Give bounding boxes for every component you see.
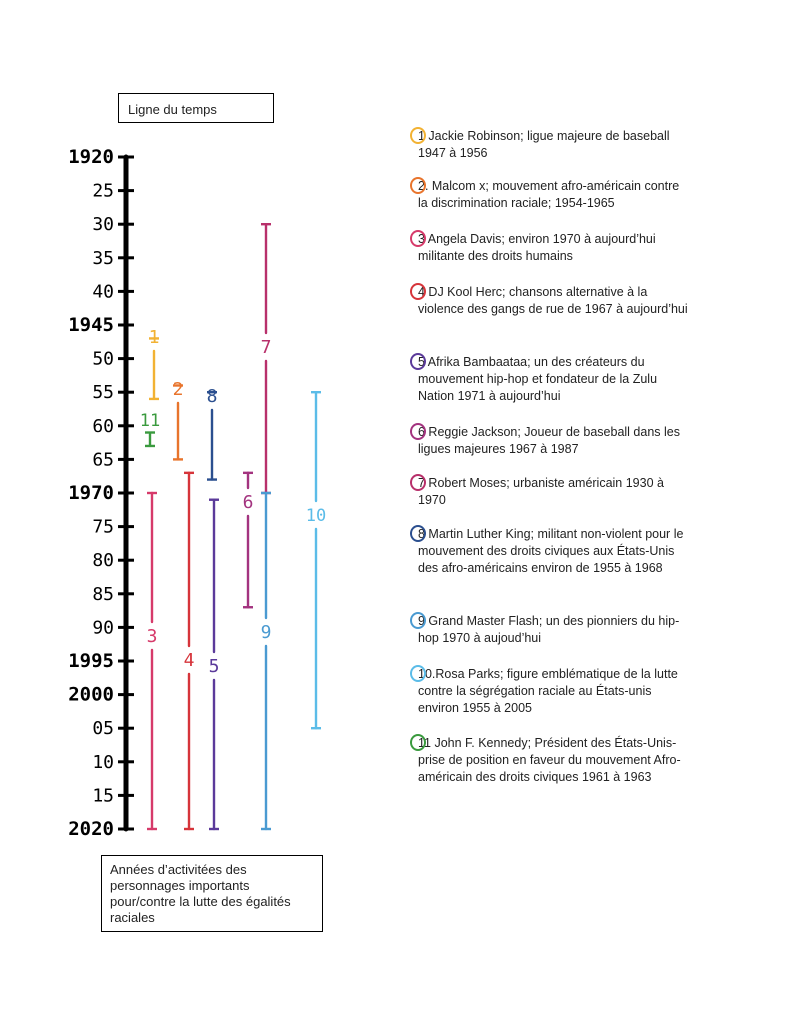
axis-tick-label: 1920: [68, 146, 114, 168]
title-text: Ligne du temps: [128, 102, 217, 117]
legend-marker-circle: [410, 525, 426, 542]
legend-item: [418, 613, 688, 647]
legend-text: 2. Malcom x; mouvement afro-américain contre la discrimination raciale; 1954-1965: [418, 179, 680, 210]
axis-tick-label: 85: [92, 583, 114, 605]
legend-item: [418, 128, 688, 162]
legend-item: [418, 735, 688, 786]
legend-marker-circle: [410, 353, 426, 370]
caption-text: Années d’activitées des personnages importants pour/contre la lutte des égalités raciales: [110, 862, 291, 925]
axis-tick-label: 50: [92, 348, 114, 370]
activity-bar-label-6: 6: [242, 492, 254, 513]
legend-text: 10.Rosa Parks; figure emblématique de la lutte contre la ségrégation raciale au États-unis environ 1955 à 2005: [418, 667, 678, 715]
axis-tick-label: 2000: [68, 683, 114, 706]
axis-tick-label: 35: [92, 247, 114, 269]
activity-bar-label-10: 10: [305, 506, 327, 526]
axis-tick-label: 05: [92, 718, 114, 740]
legend-marker-circle: [410, 230, 426, 247]
caption-box: [101, 855, 323, 932]
timeline-axis: [68, 146, 134, 840]
legend-text: 5 Afrika Bambaataa; un des créateurs du mouvement hip-hop et fondateur de la Zulu Nation 1971 à aujourd’hui: [418, 355, 658, 403]
activity-bar-label-8: 8: [206, 386, 218, 407]
axis-tick-label: 10: [92, 751, 114, 773]
axis-tick-label: 2020: [68, 818, 114, 840]
activity-bar-label-11: 11: [139, 411, 161, 431]
axis-tick-label: 30: [92, 214, 114, 236]
axis-tick-label: 1945: [68, 314, 114, 336]
activity-bar-label-5: 5: [208, 656, 220, 677]
axis-tick-label: 90: [92, 617, 114, 639]
legend-item: [418, 231, 688, 265]
legend-item: [418, 354, 688, 405]
axis-tick-label: 80: [92, 550, 114, 572]
axis-tick-label: 60: [92, 415, 114, 437]
axis-tick-label: 15: [92, 785, 114, 807]
activity-bar-label-4: 4: [183, 650, 195, 671]
legend-text: 11 John F. Kennedy; Président des États-Unis- prise de position en faveur du mouvement Afro-américain des droits civiques 1961 à 1963: [418, 736, 681, 784]
activity-bar-label-1: 1: [148, 327, 160, 348]
legend-item: [418, 284, 688, 318]
legend-marker-circle: [410, 612, 426, 629]
axis-tick-label: 1970: [68, 482, 114, 504]
axis-tick-label: 75: [92, 516, 114, 538]
axis-tick-label: 55: [92, 382, 114, 404]
activity-bar-label-3: 3: [146, 626, 158, 647]
legend-marker-circle: [410, 474, 426, 491]
legend-marker-circle: [410, 283, 426, 300]
axis-tick-label: 40: [92, 281, 114, 303]
legend-marker-circle: [410, 665, 426, 682]
legend-text: 9 Grand Master Flash; un des pionniers du hip-hop 1970 à aujoud’hui: [418, 614, 680, 645]
activity-bars: [140, 224, 326, 829]
legend-marker-circle: [410, 423, 426, 440]
legend-item: [418, 526, 688, 577]
legend-text: 4 DJ Kool Herc; chansons alternative à la violence des gangs de rue de 1967 à aujourd’hui: [418, 285, 688, 316]
legend-text: 6 Reggie Jackson; Joueur de baseball dans les ligues majeures 1967 à 1987: [418, 425, 680, 456]
axis-tick-label: 1995: [68, 650, 114, 672]
legend-text: 3 Angela Davis; environ 1970 à aujourd’hui militante des droits humains: [418, 232, 656, 263]
activity-bar-label-7: 7: [260, 337, 272, 358]
axis-tick-label: 25: [92, 180, 114, 202]
activity-bar-label-9: 9: [260, 622, 272, 643]
legend-marker-circle: [410, 177, 426, 194]
legend-item: [418, 666, 688, 717]
legend-item: [418, 178, 688, 212]
axis-tick-label: 65: [92, 449, 114, 471]
legend-text: 7 Robert Moses; urbaniste américain 1930 à 1970: [418, 476, 664, 507]
legend-item: [418, 475, 688, 509]
legend-text: 1 Jackie Robinson; ligue majeure de baseball 1947 à 1956: [418, 129, 670, 160]
legend-marker-circle: [410, 127, 426, 144]
activity-bar-label-2: 2: [172, 379, 184, 400]
legend-marker-circle: [410, 734, 426, 751]
legend-text: 8 Martin Luther King; militant non-violent pour le mouvement des droits civiques aux États-Unis des afro-américains environ de 1955 à 1968: [418, 527, 684, 575]
legend-item: [418, 424, 688, 458]
